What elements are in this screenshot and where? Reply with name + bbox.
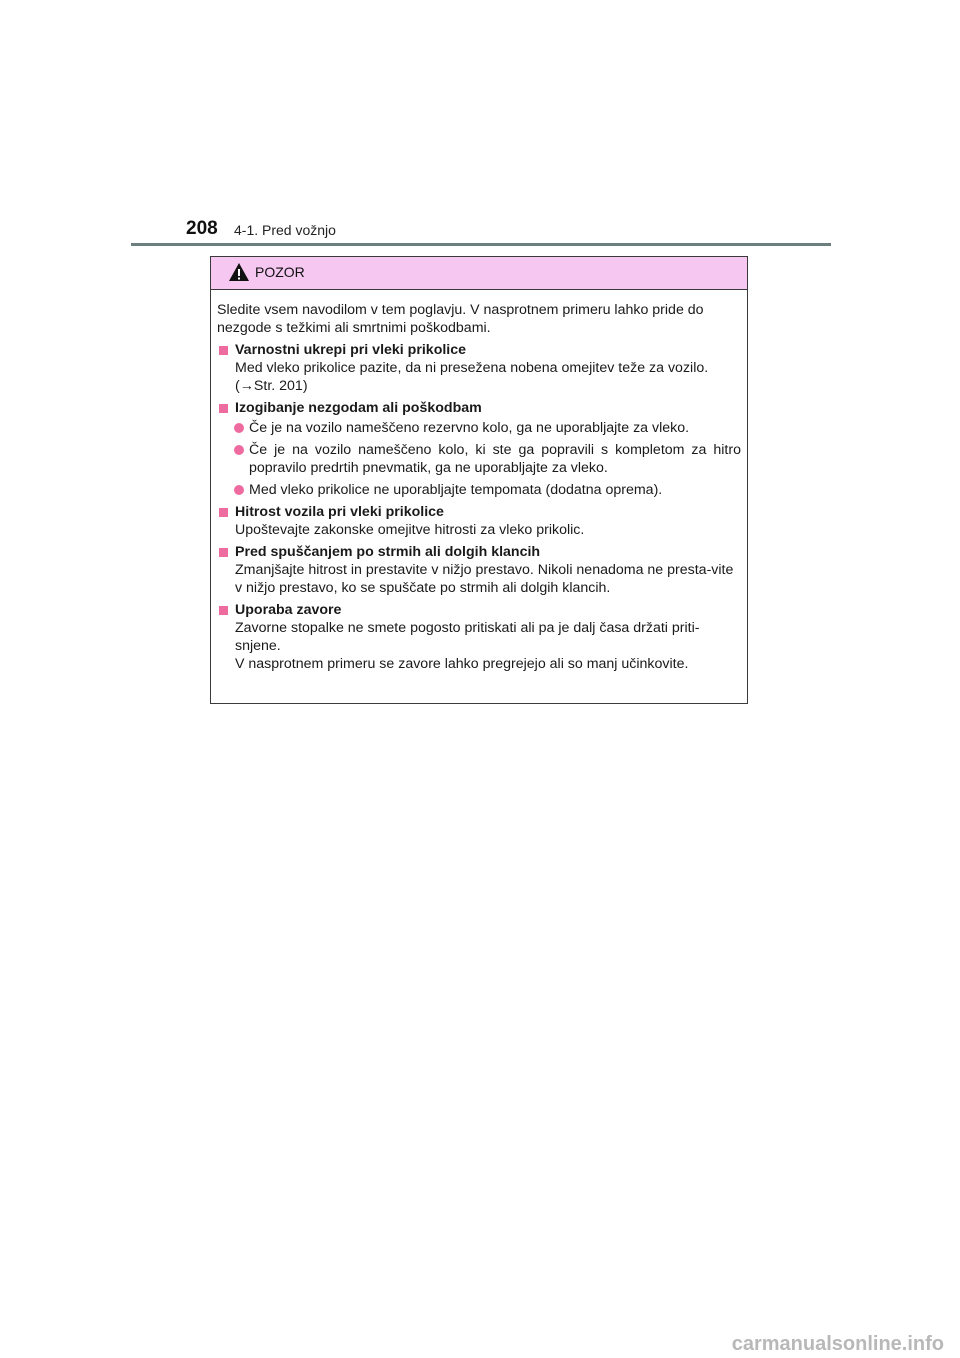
- warning-triangle-icon: [228, 262, 250, 282]
- section-trailer-safety: [217, 341, 741, 395]
- warning-box: [210, 256, 748, 704]
- section-brakes: [217, 601, 741, 673]
- section-text: Upoštevajte zakonske omejitve hitrosti za vleko prikolic.: [235, 522, 585, 538]
- section-title-text: Varnostni ukrepi pri vleki prikolice: [217, 341, 741, 359]
- list-item: Če je na vozilo nameščeno rezervno kolo, ga ne uporabljajte za vleko.: [217, 419, 741, 437]
- section-title: 4-1. Pred vožnjo: [234, 222, 336, 238]
- round-bullet-icon: [234, 445, 244, 455]
- section-title-text: Pred spuščanjem po strmih ali dolgih klancih: [217, 543, 741, 561]
- square-bullet-icon: [219, 508, 228, 517]
- section-avoid-accidents: [217, 399, 741, 499]
- square-bullet-icon: [219, 606, 228, 615]
- round-bullet-icon: [234, 423, 244, 433]
- section-text: Zmanjšajte hitrost in prestavite v nižjo prestavo. Nikoli nenadoma ne presta-vite v nižjo prestavo, ko se spuščate po strmih ali dolgih klancih.: [235, 562, 734, 596]
- section-text: V nasprotnem primeru se zavore lahko pregrejejo ali so manj učinkovite.: [235, 656, 689, 672]
- header-rule: [131, 243, 831, 246]
- page-number: 208: [186, 218, 218, 239]
- section-text: Med vleko prikolice pazite, da ni presežena nobena omejitev teže za vozilo. (→Str. 201): [235, 360, 709, 394]
- square-bullet-icon: [219, 346, 228, 355]
- warning-header: [211, 257, 747, 290]
- warning-label: POZOR: [255, 264, 305, 280]
- warning-intro: Sledite vsem navodilom v tem poglavju. V nasprotnem primeru lahko pride do nezgode s težkimi ali smrtnimi poškodbami.: [217, 302, 704, 336]
- section-title-text: Hitrost vozila pri vleki prikolice: [217, 503, 741, 521]
- section-title-text: Izogibanje nezgodam ali poškodbam: [217, 399, 741, 417]
- section-text: Zavorne stopalke ne smete pogosto pritiskati ali pa je dalj časa držati priti-snjene.: [235, 620, 700, 654]
- watermark-text: carmanualsonline.info: [731, 1333, 944, 1355]
- round-bullet-icon: [234, 485, 244, 495]
- section-title-text: Uporaba zavore: [217, 601, 741, 619]
- section-downhill: [217, 543, 741, 597]
- warning-body: [211, 290, 747, 673]
- list-item: Če je na vozilo nameščeno kolo, ki ste ga popravili s kompletom za hitro popravilo predrtih pnevmatik, ga ne uporabljajte za vleko.: [217, 441, 741, 477]
- square-bullet-icon: [219, 548, 228, 557]
- list-item: Med vleko prikolice ne uporabljajte tempomata (dodatna oprema).: [217, 481, 741, 499]
- section-speed: [217, 503, 741, 539]
- square-bullet-icon: [219, 404, 228, 413]
